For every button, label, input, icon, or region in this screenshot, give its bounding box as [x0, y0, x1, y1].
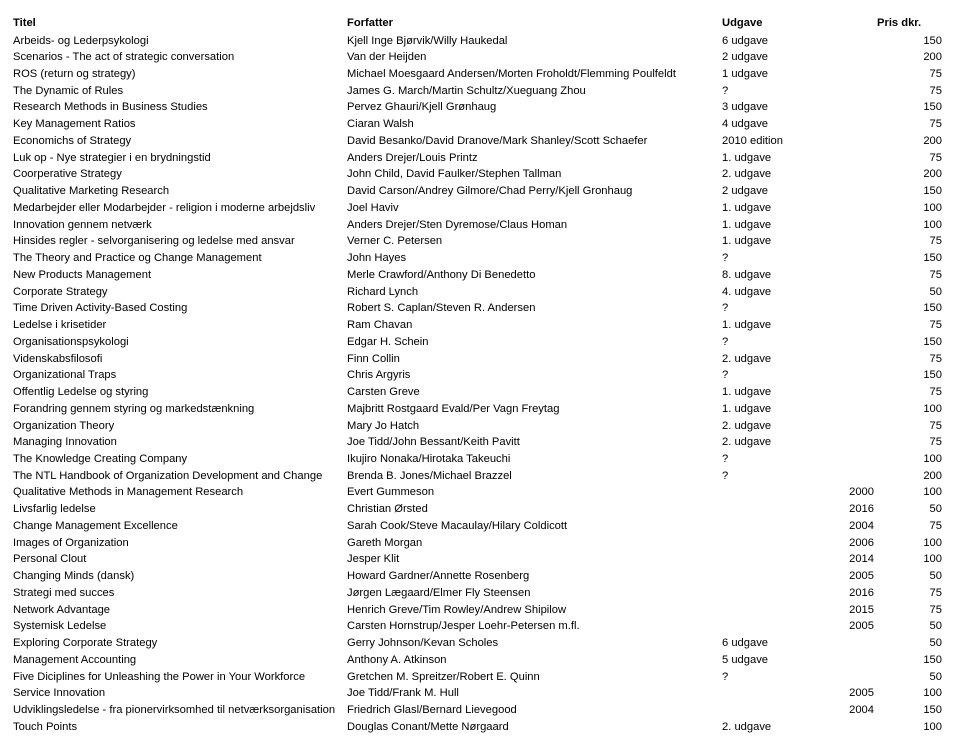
cell-price: 150 — [923, 335, 942, 348]
cell-title: New Products Management — [13, 268, 152, 281]
table-row — [0, 568, 960, 585]
cell-author: Sarah Cook/Steve Macaulay/Hilary Coldicott — [347, 519, 568, 532]
table-row — [0, 418, 960, 435]
cell-author: Richard Lynch — [347, 285, 419, 298]
table-row — [0, 669, 960, 686]
cell-edition: 1. udgave — [722, 151, 772, 164]
cell-title: Organisationspsykologi — [13, 335, 129, 348]
cell-author: Ciaran Walsh — [347, 118, 414, 131]
table-row — [0, 451, 960, 468]
cell-title: Key Management Ratios — [13, 118, 136, 131]
header-edition: Udgave — [722, 17, 763, 29]
table-row — [0, 83, 960, 100]
cell-author: Michael Moesgaard Andersen/Morten Froholdt/Flemming Poulfeldt — [347, 67, 676, 80]
cell-price: 150 — [923, 185, 942, 198]
table-row — [0, 33, 960, 50]
cell-edition: ? — [722, 335, 729, 348]
cell-year: 2016 — [849, 503, 874, 516]
cell-edition: ? — [722, 84, 729, 97]
table-row — [0, 652, 960, 669]
cell-author: Pervez Ghauri/Kjell Grønhaug — [347, 101, 497, 114]
table-row — [0, 99, 960, 116]
cell-title: Medarbejder eller Modarbejder - religion i moderne arbejdsliv — [13, 201, 316, 214]
cell-edition: 1. udgave — [722, 319, 772, 332]
cell-author: Douglas Conant/Mette Nørgaard — [347, 720, 509, 733]
cell-edition: ? — [722, 469, 729, 482]
table-row — [0, 367, 960, 384]
cell-edition: 2. udgave — [722, 720, 772, 733]
cell-author: Kjell Inge Bjørvik/Willy Haukedal — [347, 34, 508, 47]
table-row — [0, 317, 960, 334]
cell-title: Network Advantage — [13, 603, 111, 616]
cell-author: Anders Drejer/Sten Dyremose/Claus Homan — [347, 218, 568, 231]
cell-edition: 1 udgave — [722, 67, 769, 80]
table-row — [0, 267, 960, 284]
cell-price: 50 — [929, 620, 942, 633]
cell-price: 100 — [923, 536, 942, 549]
table-row — [0, 233, 960, 250]
cell-title: Management Accounting — [13, 653, 137, 666]
cell-author: Ikujiro Nonaka/Hirotaka Takeuchi — [347, 453, 511, 465]
table-row — [0, 685, 960, 702]
cell-title: Offentlig Ledelse og styring — [13, 386, 149, 399]
cell-price: 150 — [923, 101, 942, 114]
cell-author: Finn Collin — [347, 352, 400, 365]
table-row — [0, 150, 960, 167]
header-author: Forfatter — [347, 17, 393, 29]
cell-author: James G. March/Martin Schultz/Xueguang Zhou — [347, 84, 586, 97]
cell-price: 200 — [923, 168, 942, 181]
cell-price: 75 — [929, 118, 942, 131]
cell-edition: 1. udgave — [722, 201, 772, 214]
table-row — [0, 702, 960, 719]
cell-year: 2014 — [849, 553, 874, 566]
cell-author: Brenda B. Jones/Michael Brazzel — [347, 469, 512, 482]
cell-title: Economichs of Strategy — [13, 134, 132, 147]
cell-title: Personal Clout — [13, 553, 87, 566]
cell-price: 75 — [929, 268, 942, 281]
cell-edition: 1. udgave — [722, 218, 772, 231]
cell-price: 100 — [923, 687, 942, 700]
cell-year: 2006 — [849, 536, 874, 549]
cell-title: The NTL Handbook of Organization Development and Change — [13, 469, 323, 482]
cell-author: Edgar H. Schein — [347, 335, 429, 348]
cell-title: Research Methods in Business Studies — [13, 101, 208, 114]
cell-title: Udviklingsledelse - fra pionervirksomhed til netværksorganisation — [13, 704, 336, 717]
cell-year: 2000 — [849, 486, 874, 499]
cell-edition: 8. udgave — [722, 268, 772, 281]
cell-year: 2016 — [849, 586, 874, 599]
cell-price: 100 — [923, 486, 942, 499]
cell-author: Henrich Greve/Tim Rowley/Andrew Shipilow — [347, 603, 567, 616]
cell-author: Joel Haviv — [347, 201, 399, 214]
cell-edition: 4. udgave — [722, 285, 772, 298]
cell-year: 2005 — [849, 687, 874, 700]
cell-edition: ? — [722, 369, 729, 382]
cell-edition: 1. udgave — [722, 235, 772, 248]
cell-year: 2004 — [849, 704, 874, 717]
cell-author: Van der Heijden — [347, 51, 427, 64]
table-row — [0, 618, 960, 635]
cell-edition: 5 udgave — [722, 653, 769, 666]
cell-price: 100 — [923, 201, 942, 214]
header-title: Titel — [13, 17, 36, 29]
cell-edition: 2. udgave — [722, 436, 772, 449]
cell-title: Ledelse i krisetider — [13, 319, 107, 332]
cell-price: 75 — [929, 419, 942, 432]
cell-author: Merle Crawford/Anthony Di Benedetto — [347, 268, 536, 281]
cell-price: 100 — [923, 402, 942, 415]
table-row — [0, 49, 960, 66]
cell-title: Hinsides regler - selvorganisering og ledelse med ansvar — [13, 235, 295, 248]
cell-author: Majbritt Rostgaard Evald/Per Vagn Freytag — [347, 402, 560, 415]
cell-price: 150 — [923, 302, 942, 315]
cell-author: Jørgen Lægaard/Elmer Fly Steensen — [347, 586, 531, 599]
cell-title: Exploring Corporate Strategy — [13, 637, 158, 650]
cell-price: 200 — [923, 134, 942, 147]
cell-title: Five Diciplines for Unleashing the Power in Your Workforce — [13, 670, 306, 683]
cell-price: 75 — [929, 603, 942, 616]
cell-edition: 1. udgave — [722, 386, 772, 399]
table-row — [0, 284, 960, 301]
cell-title: Scenarios - The act of strategic conversation — [13, 51, 235, 64]
cell-title: The Knowledge Creating Company — [13, 453, 188, 465]
cell-price: 50 — [929, 503, 942, 516]
cell-price: 50 — [929, 285, 942, 298]
table-row — [0, 250, 960, 267]
cell-title: Organization Theory — [13, 419, 115, 432]
table-row — [0, 518, 960, 535]
table-row — [0, 384, 960, 401]
table-row — [0, 434, 960, 451]
cell-price: 100 — [923, 453, 942, 465]
cell-price: 100 — [923, 720, 942, 733]
cell-author: Friedrich Glasl/Bernard Lievegood — [347, 704, 517, 717]
table-row — [0, 484, 960, 501]
table-row — [0, 133, 960, 150]
cell-title: Coorperative Strategy — [13, 168, 122, 181]
cell-author: David Carson/Andrey Gilmore/Chad Perry/Kjell Gronhaug — [347, 185, 633, 198]
table-row — [0, 535, 960, 552]
cell-title: Livsfarlig ledelse — [13, 503, 96, 516]
cell-author: Joe Tidd/Frank M. Hull — [347, 687, 459, 700]
cell-price: 75 — [929, 319, 942, 332]
cell-price: 150 — [923, 704, 942, 717]
cell-title: Service Innovation — [13, 687, 106, 700]
cell-edition: 2010 edition — [722, 134, 783, 147]
cell-title: Qualitative Methods in Management Research — [13, 486, 244, 499]
table-row — [0, 719, 960, 736]
cell-edition: 6 udgave — [722, 637, 769, 650]
cell-author: Mary Jo Hatch — [347, 419, 420, 432]
header-row — [0, 15, 960, 32]
table-row — [0, 635, 960, 652]
cell-year: 2005 — [849, 620, 874, 633]
cell-edition: ? — [722, 453, 729, 465]
cell-price: 50 — [929, 570, 942, 583]
cell-price: 75 — [929, 151, 942, 164]
table-row — [0, 602, 960, 619]
table-row — [0, 468, 960, 485]
cell-author: David Besanko/David Dranove/Mark Shanley/Scott Schaefer — [347, 134, 648, 147]
cell-edition: 2. udgave — [722, 168, 772, 181]
cell-author: Joe Tidd/John Bessant/Keith Pavitt — [347, 436, 520, 449]
cell-title: Change Management Excellence — [13, 519, 178, 532]
cell-author: Howard Gardner/Annette Rosenberg — [347, 570, 530, 583]
cell-author: Carsten Greve — [347, 386, 420, 399]
cell-edition: 2 udgave — [722, 51, 769, 64]
cell-year: 2004 — [849, 519, 874, 532]
cell-price: 50 — [929, 670, 942, 683]
cell-author: John Hayes — [347, 252, 407, 265]
cell-price: 75 — [929, 67, 942, 80]
table-row — [0, 585, 960, 602]
cell-author: Ram Chavan — [347, 319, 413, 332]
cell-price: 150 — [923, 34, 942, 47]
cell-title: Organizational Traps — [13, 369, 117, 382]
table-row — [0, 351, 960, 368]
cell-edition: ? — [722, 302, 729, 315]
cell-price: 100 — [923, 553, 942, 566]
cell-title: Arbeids- og Lederpsykologi — [13, 34, 149, 47]
cell-edition: ? — [722, 670, 729, 683]
cell-title: Corporate Strategy — [13, 285, 108, 298]
table-row — [0, 200, 960, 217]
cell-author: Carsten Hornstrup/Jesper Loehr-Petersen m.fl. — [347, 620, 580, 633]
cell-price: 200 — [923, 469, 942, 482]
cell-title: The Theory and Practice og Change Management — [13, 252, 262, 265]
cell-price: 75 — [929, 586, 942, 599]
cell-title: Luk op - Nye strategier i en brydningstid — [13, 151, 211, 164]
cell-title: Videnskabsfilosofi — [13, 352, 103, 365]
cell-title: The Dynamic of Rules — [13, 84, 124, 97]
cell-year: 2005 — [849, 570, 874, 583]
cell-author: Evert Gummeson — [347, 486, 435, 499]
cell-price: 50 — [929, 637, 942, 650]
table-row — [0, 401, 960, 418]
cell-author: Gareth Morgan — [347, 536, 423, 549]
cell-price: 75 — [929, 235, 942, 248]
table-row — [0, 116, 960, 133]
cell-price: 150 — [923, 252, 942, 265]
table-row — [0, 300, 960, 317]
table-row — [0, 217, 960, 234]
cell-title: Images of Organization — [13, 536, 129, 549]
table-row — [0, 501, 960, 518]
table-row — [0, 334, 960, 351]
cell-edition: 2 udgave — [722, 185, 769, 198]
cell-price: 100 — [923, 218, 942, 231]
cell-edition: 1. udgave — [722, 402, 772, 415]
cell-author: Chris Argyris — [347, 369, 411, 382]
cell-author: Gretchen M. Spreitzer/Robert E. Quinn — [347, 670, 540, 683]
cell-price: 75 — [929, 352, 942, 365]
cell-author: Jesper Klit — [347, 553, 400, 566]
cell-author: Gerry Johnson/Kevan Scholes — [347, 637, 499, 650]
cell-edition: 3 udgave — [722, 101, 769, 114]
table-row — [0, 183, 960, 200]
cell-title: Managing Innovation — [13, 436, 117, 449]
cell-edition: ? — [722, 252, 729, 265]
cell-title: Systemisk Ledelse — [13, 620, 107, 633]
cell-price: 75 — [929, 436, 942, 449]
cell-author: John Child, David Faulker/Stephen Tallman — [347, 168, 562, 181]
cell-edition: 2. udgave — [722, 419, 772, 432]
cell-price: 200 — [923, 51, 942, 64]
cell-author: Verner C. Petersen — [347, 235, 443, 248]
cell-title: ROS (return og strategy) — [13, 67, 136, 80]
cell-title: Strategi med succes — [13, 586, 115, 599]
cell-author: Anthony A. Atkinson — [347, 653, 447, 666]
cell-edition: 2. udgave — [722, 352, 772, 365]
cell-price: 75 — [929, 519, 942, 532]
table-row — [0, 551, 960, 568]
cell-title: Changing Minds (dansk) — [13, 570, 135, 583]
cell-title: Touch Points — [13, 720, 78, 733]
cell-edition: 6 udgave — [722, 34, 769, 47]
table-row — [0, 166, 960, 183]
cell-title: Qualitative Marketing Research — [13, 185, 170, 198]
cell-edition: 4 udgave — [722, 118, 769, 131]
cell-author: Anders Drejer/Louis Printz — [347, 151, 478, 164]
cell-price: 150 — [923, 653, 942, 666]
cell-year: 2015 — [849, 603, 874, 616]
cell-title: Time Driven Activity-Based Costing — [13, 302, 188, 315]
table-row — [0, 66, 960, 83]
cell-price: 150 — [923, 369, 942, 382]
cell-title: Forandring gennem styring og markedstænkning — [13, 402, 255, 415]
cell-price: 75 — [929, 84, 942, 97]
cell-author: Robert S. Caplan/Steven R. Andersen — [347, 302, 536, 315]
cell-title: Innovation gennem netværk — [13, 218, 152, 231]
header-price: Pris dkr. — [877, 17, 922, 29]
cell-price: 75 — [929, 386, 942, 399]
cell-author: Christian Ørsted — [347, 503, 428, 516]
